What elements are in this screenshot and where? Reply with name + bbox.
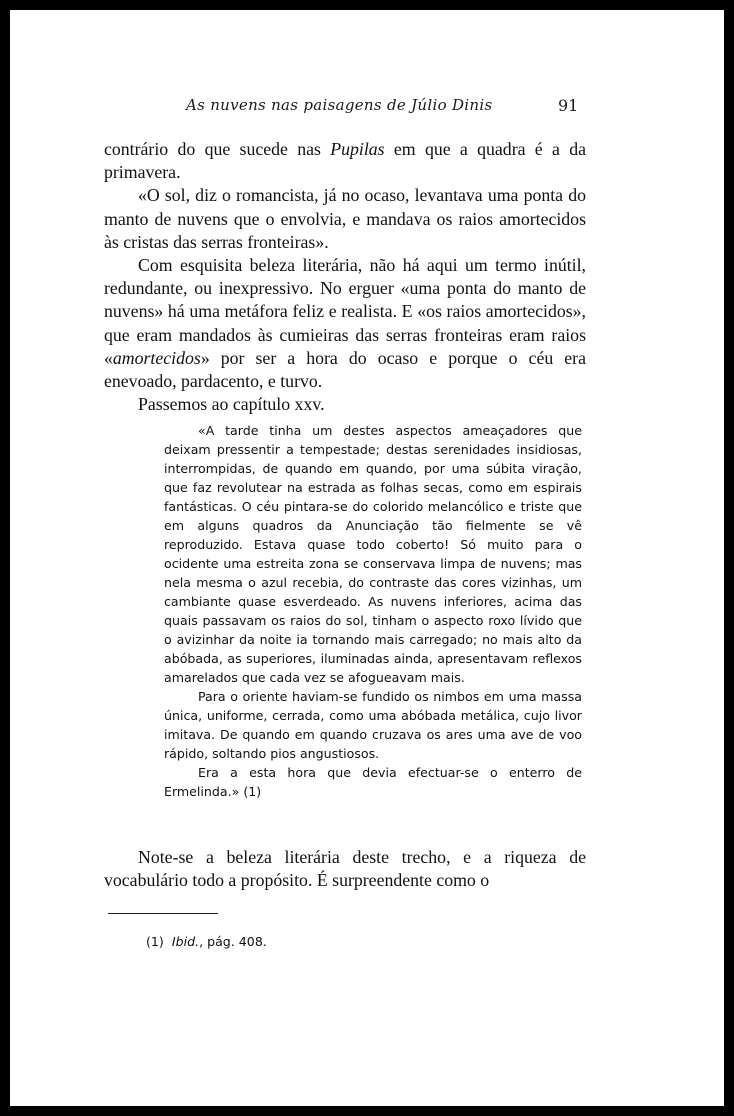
- book-page: [10, 10, 724, 1106]
- paragraph-1: contrário do que sucede nas Pupilas em que a quadra é a da primavera.: [104, 139, 586, 183]
- footnote-reference: (1): [243, 784, 262, 799]
- footnote-ibid: Ibid.: [171, 934, 200, 949]
- footnote-marker: (1): [146, 934, 164, 949]
- footnote-divider: [108, 913, 218, 914]
- body-text: [104, 138, 586, 416]
- closing-text: [104, 846, 586, 892]
- page-header: [10, 96, 724, 118]
- block-quote: [164, 421, 582, 801]
- footnote-page: , pág. 408.: [199, 934, 267, 949]
- paragraph-4: Passemos ao capítulo xxv.: [138, 394, 325, 415]
- page-number: 91: [558, 96, 579, 115]
- footnote: [146, 934, 267, 949]
- quote-paragraph-2: Para o oriente haviam-se fundido os nimbos em uma massa única, uniforme, cerrada, como uma abóbada metálica, cujo livor imitava. De quando em quando cruzava os ares uma ave de voo rápido, soltando pios angustiosos.: [164, 689, 582, 761]
- paragraph-5: Note-se a beleza literária deste trecho, e a riqueza de vocabulário todo a propósito. É surpreendente como o: [104, 847, 586, 891]
- italic-amortecidos: amortecidos: [112, 347, 201, 368]
- paragraph-3: Com esquisita beleza literária, não há aqui um termo inútil, redundante, ou inexpressivo. No erguer «uma ponta do manto de nuvens» há uma metáfora feliz e realista. E «os raios amortecidos», que eram mandados às cumieiras das serras fronteiras eram raios «amortecidos» por ser a hora do ocaso e porque o céu era enevoado, pardacento, e turvo.: [104, 255, 586, 392]
- work-title-pupilas: Pupilas: [330, 139, 385, 159]
- quote-paragraph-3: Era a esta hora que devia efectuar-se o enterro de Ermelinda.» (1): [164, 765, 582, 799]
- running-title: As nuvens nas paisagens de Júlio Dinis: [186, 96, 493, 114]
- paragraph-2: «O sol, diz o romancista, já no ocaso, levantava uma ponta do manto de nuvens que o envolvia, e mandava os raios amortecidos às cristas das serras fronteiras».: [104, 185, 586, 252]
- quote-paragraph-1: «A tarde tinha um destes aspectos ameaçadores que deixam pressentir a tempestade; destas serenidades insidiosas, interrompidas, de quando em quando, por uma súbita viração, que faz revolutear na estrada as folhas secas, como em espirais fantásticas. O céu pintara-se do colorido melancólico e triste que em alguns quadros da Anunciação tão fielmente se vê reproduzido. Estava quase todo coberto! Só muito para o ocidente uma estreita zona se conservava limpa de nuvens; mas nela mesma o azul recebia, do contraste das cores vizinhas, um cambiante quase esverdeado. As nuvens inferiores, acima das quais passavam os raios do sol, tinham o aspecto roxo lívido que o avizinhar da noite ia tornando mais carregado; no mais alto da abóbada, as superiores, iluminadas ainda, apresentavam reflexos amarelados que cada vez se afogueavam mais.: [164, 423, 582, 685]
